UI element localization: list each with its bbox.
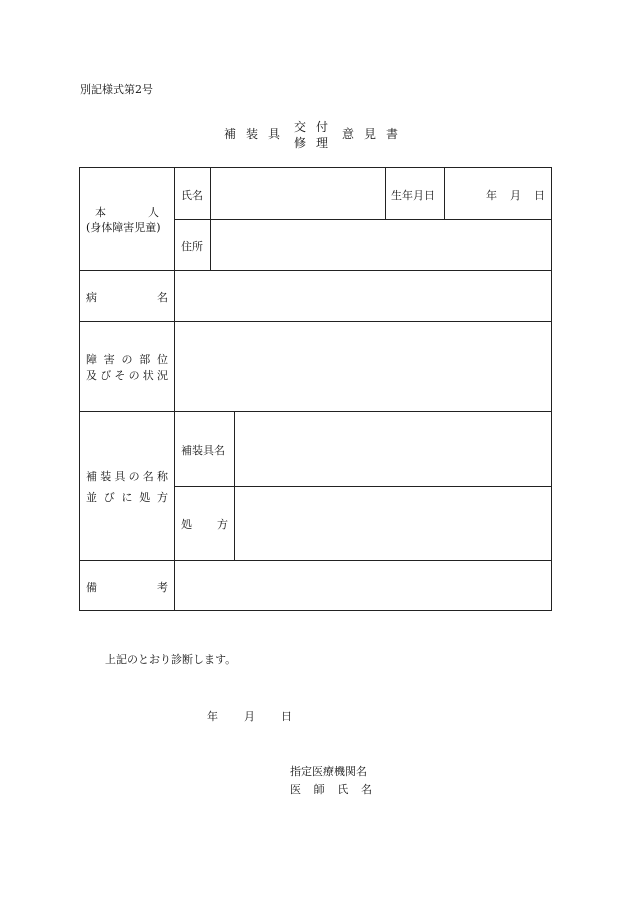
birth-month-unit: 月 [510, 189, 521, 202]
person-sub-label: (身体障害児童) [86, 221, 161, 234]
opinion-form-table [79, 167, 552, 611]
prescription-label: 処 方 [181, 518, 228, 531]
title-option-char: 交 [294, 120, 307, 134]
device-label-line1: 補 装 具 の 名 称 [86, 470, 168, 483]
disability-label-line2: 及 び そ の 状 況 [86, 369, 168, 382]
remarks-label: 備 考 [86, 581, 168, 594]
birth-date-label: 生年月日 [391, 189, 435, 202]
disease-label: 病 名 [86, 291, 168, 304]
title-char: 補 [224, 127, 237, 141]
title-char: 書 [386, 127, 399, 141]
title-option-char: 付 [316, 120, 329, 134]
title-option-char: 理 [316, 136, 329, 150]
disability-label-line1: 障 害 の 部 位 [86, 353, 168, 366]
row-divider [80, 270, 551, 271]
person-label: 本 人 [95, 206, 159, 219]
device-name-label: 補装具名 [181, 444, 225, 457]
title-option-char: 修 [294, 136, 307, 150]
institution-label: 指定医療機関名 [290, 765, 367, 778]
column-divider [234, 411, 235, 560]
birth-day-unit: 日 [534, 189, 545, 202]
name-label: 氏名 [181, 189, 203, 202]
title-char: 具 [268, 127, 281, 141]
row-divider [174, 219, 551, 220]
row-divider [80, 411, 551, 412]
diagnosis-date: 年 月 日 [207, 710, 292, 723]
column-divider [385, 168, 386, 219]
column-divider [174, 168, 175, 610]
row-divider [80, 560, 551, 561]
birth-year-unit: 年 [486, 189, 497, 202]
row-divider [174, 486, 551, 487]
form-number: 別記様式第2号 [80, 83, 153, 96]
address-label: 住所 [181, 240, 203, 253]
title-char: 意 [342, 127, 355, 141]
column-divider [444, 168, 445, 219]
title-char: 見 [364, 127, 377, 141]
column-divider [210, 168, 211, 270]
row-divider [80, 321, 551, 322]
doctor-name-label: 医 師 氏 名 [290, 783, 372, 796]
device-label-line2: 並 び に 処 方 [86, 491, 168, 504]
document-title [0, 118, 630, 150]
closing-statement: 上記のとおり診断します。 [105, 653, 237, 666]
title-char: 装 [246, 127, 259, 141]
